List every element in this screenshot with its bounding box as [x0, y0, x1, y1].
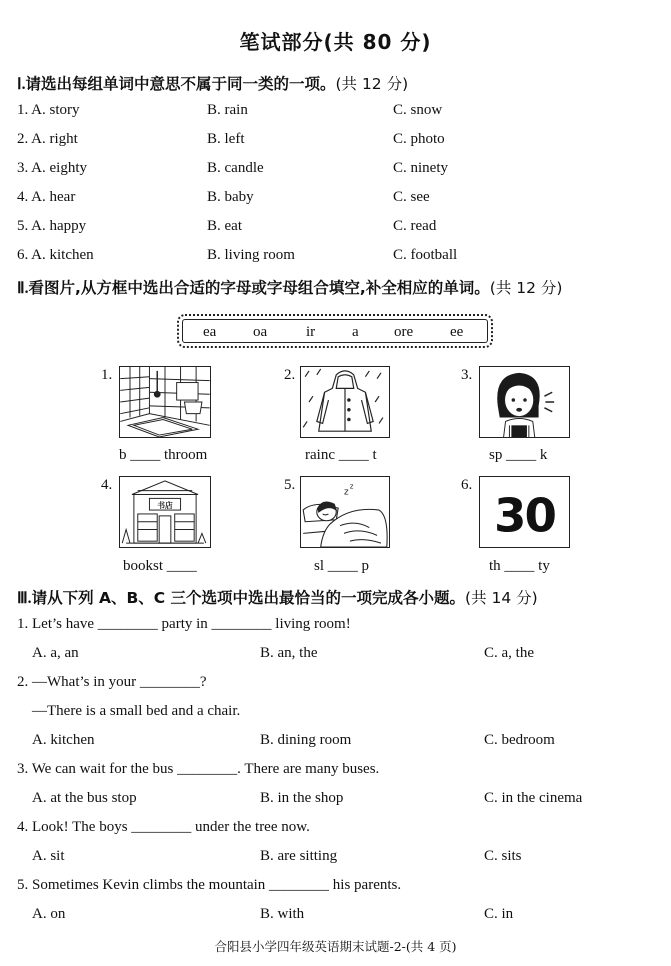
- section-1-numeral: Ⅰ.: [17, 76, 26, 93]
- speaking-girl-icon: [479, 366, 570, 438]
- letter-option: ir: [306, 324, 316, 340]
- s3-q1-option-b: B. an, the: [260, 645, 318, 661]
- raincoat-icon: [300, 366, 390, 438]
- s1-q5-option-a: 5. A. happy: [17, 218, 87, 234]
- s1-q2-option-a: 2. A. right: [17, 131, 78, 147]
- picture-3-prompt: sp ____ k: [489, 447, 548, 463]
- s3-question-2: 2. —What’s in your ________?: [17, 674, 207, 690]
- s1-q2-option-c: C. photo: [393, 131, 445, 147]
- section-1-instruction: 请选出每组单词中意思不属于同一类的一项。: [25, 75, 336, 93]
- section-2-numeral: Ⅱ.: [17, 280, 29, 297]
- s3-q2-option-b: B. dining room: [260, 732, 352, 748]
- bookstore-icon: [119, 476, 211, 548]
- picture-6-prompt: th ____ ty: [489, 558, 550, 574]
- picture-2-prompt: rainc ____ t: [305, 447, 377, 463]
- s3-q3-option-b: B. in the shop: [260, 790, 344, 806]
- s3-q5-option-c: C. in: [484, 906, 514, 922]
- section-3-heading: [17, 586, 538, 608]
- picture-6-number: 6.: [461, 477, 473, 493]
- picture-5-number: 5.: [284, 477, 296, 493]
- picture-2-number: 2.: [284, 367, 296, 383]
- s3-q1-option-a: A. a, an: [32, 645, 79, 661]
- s3-q3-option-a: A. at the bus stop: [32, 790, 137, 806]
- section-1-points: (共 12 分): [335, 75, 409, 93]
- picture-1-prompt: b ____ throom: [119, 447, 208, 463]
- s3-q2-option-a: A. kitchen: [32, 732, 95, 748]
- s1-q6-option-b: B. living room: [207, 247, 295, 263]
- s1-q1-option-a: 1. A. story: [17, 102, 80, 118]
- section-3-instruction: 请从下列 A、B、C 三个选项中选出最恰当的一项完成各小题。: [31, 589, 466, 607]
- s1-q3-option-a: 3. A. eighty: [17, 160, 87, 176]
- s3-question-1: 1. Let’s have ________ party in ________ living room!: [17, 616, 351, 632]
- picture-4-prompt: bookst ____: [123, 558, 197, 574]
- s3-question-3: 3. We can wait for the bus ________. There are many buses.: [17, 761, 380, 777]
- page-footer: 合阳县小学四年级英语期末试题-2-(共 4 页): [214, 939, 457, 954]
- section-3-points: (共 14 分): [465, 589, 538, 607]
- s3-question-5: 5. Sometimes Kevin climbs the mountain ________ his parents.: [17, 877, 402, 893]
- s3-q4-option-b: B. are sitting: [260, 848, 338, 864]
- picture-4-number: 4.: [101, 477, 113, 493]
- letter-option: oa: [253, 324, 268, 340]
- s1-q1-option-c: C. snow: [393, 102, 443, 118]
- s3-question-4: 4. Look! The boys ________ under the tree now.: [17, 819, 310, 835]
- s1-q5-option-c: C. read: [393, 218, 437, 234]
- number-thirty-icon: [479, 476, 570, 548]
- picture-1-number: 1.: [101, 367, 113, 383]
- s1-q5-option-b: B. eat: [207, 218, 242, 234]
- svg-text:z: z: [349, 482, 354, 491]
- s1-q2-option-b: B. left: [207, 131, 245, 147]
- sleeping-boy-icon: [300, 476, 390, 548]
- section-3-numeral: Ⅲ.: [17, 590, 32, 607]
- thirty-digits: 30: [493, 489, 556, 544]
- s3-q2-option-c: C. bedroom: [484, 732, 555, 748]
- picture-5-prompt: sl ____ p: [314, 558, 370, 574]
- bathroom-icon: [119, 366, 211, 438]
- section-2-heading: [17, 276, 562, 298]
- letter-option: a: [352, 324, 359, 340]
- s3-q5-option-a: A. on: [32, 906, 66, 922]
- letter-options-box: [177, 314, 493, 348]
- s3-q4-option-c: C. sits: [484, 848, 522, 864]
- s3-q5-option-b: B. with: [260, 906, 305, 922]
- s3-q4-option-a: A. sit: [32, 848, 65, 864]
- letter-option: ore: [394, 324, 414, 340]
- svg-text:z: z: [344, 487, 349, 498]
- s1-q6-option-c: C. football: [393, 247, 458, 263]
- s1-q3-option-b: B. candle: [207, 160, 264, 176]
- bookstore-sign: 书店: [157, 501, 173, 511]
- s1-q4-option-c: C. see: [393, 189, 430, 205]
- section-2-instruction: 看图片,从方框中选出合适的字母或字母组合填空,补全相应的单词。: [28, 279, 490, 297]
- section-2-points: (共 12 分): [489, 279, 563, 297]
- s1-q6-option-a: 6. A. kitchen: [17, 247, 94, 263]
- s1-q1-option-b: B. rain: [207, 102, 248, 118]
- s3-q3-option-c: C. in the cinema: [484, 790, 583, 806]
- s3-q1-option-c: C. a, the: [484, 645, 534, 661]
- letter-option: ea: [203, 324, 217, 340]
- letter-option: ee: [450, 324, 464, 340]
- s1-q4-option-b: B. baby: [207, 189, 254, 205]
- s3-question-2-reply: —There is a small bed and a chair.: [32, 703, 241, 719]
- picture-3-number: 3.: [461, 367, 473, 383]
- page-title: 笔试部分(共 80 分): [239, 30, 432, 54]
- s1-q4-option-a: 4. A. hear: [17, 189, 76, 205]
- s1-q3-option-c: C. ninety: [393, 160, 448, 176]
- section-1-heading: [17, 72, 408, 94]
